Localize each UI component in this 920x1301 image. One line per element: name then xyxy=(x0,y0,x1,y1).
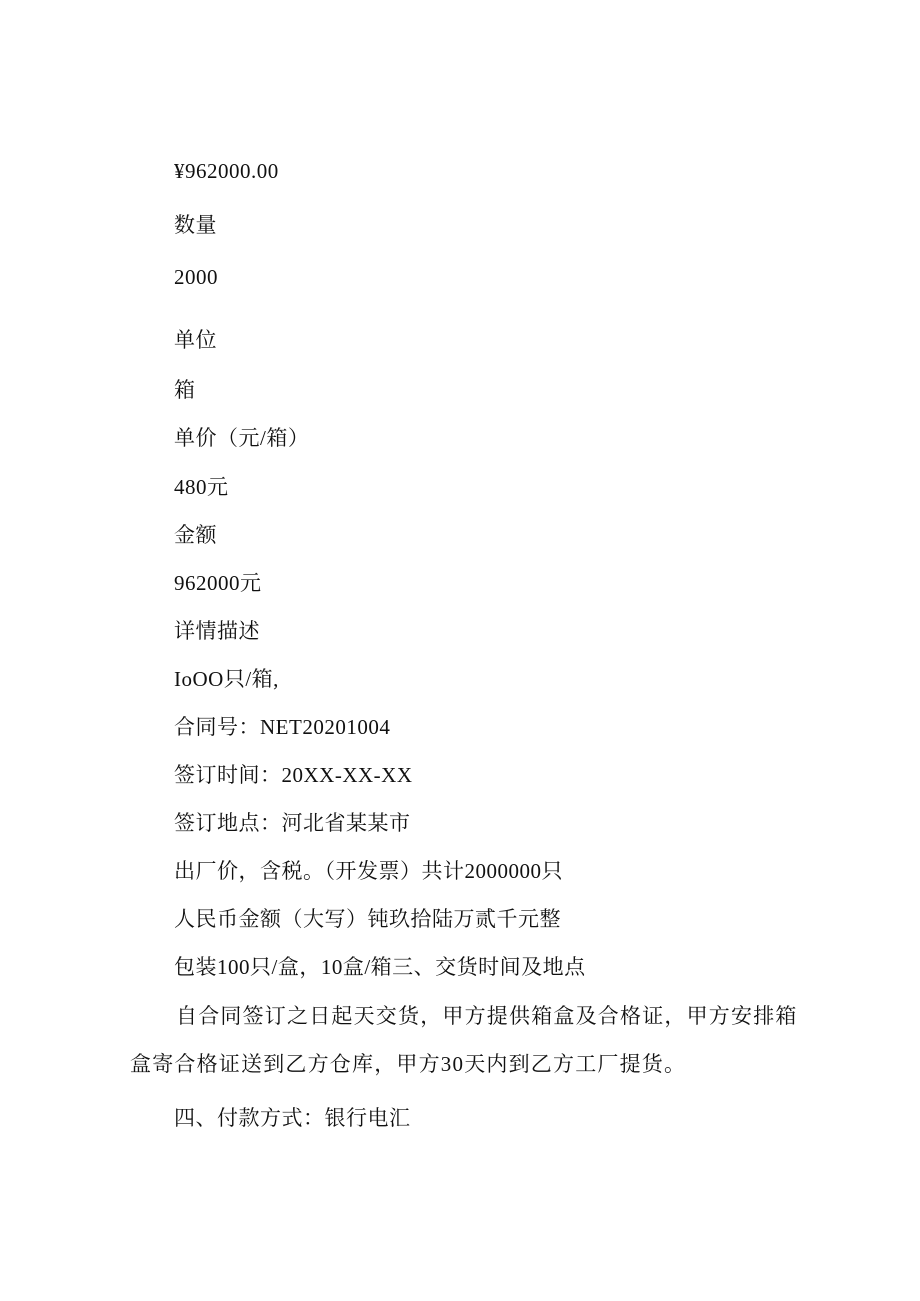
delivery-paragraph-text: 自合同签订之日起天交货，甲方提供箱盒及合格证，甲方安排箱盒寄合格证送到乙方仓库，甲方30天内到乙方工厂提货。 xyxy=(130,1004,798,1076)
unit-price-value: 480元 xyxy=(174,475,229,499)
payment-method: 四、付款方式：银行电汇 xyxy=(174,1106,411,1130)
price-terms: 出厂价，含税。（开发票）共计2000000只 xyxy=(174,859,563,883)
unit-value: 箱 xyxy=(174,378,196,402)
signing-place: 签订地点：河北省某某市 xyxy=(174,811,411,835)
packaging-and-delivery-heading: 包装100只/盒，10盒/箱三、交货时间及地点 xyxy=(174,955,586,979)
signing-date: 签订时间：20XX-XX-XX xyxy=(174,763,413,787)
amount-label: 金额 xyxy=(174,523,217,547)
contract-number: 合同号：NET20201004 xyxy=(174,715,391,739)
total-amount: ¥962000.00 xyxy=(174,159,279,183)
details-label: 详情描述 xyxy=(174,619,260,643)
delivery-paragraph xyxy=(130,992,800,1088)
details-value: IoOO只/箱, xyxy=(174,667,279,691)
unit-label: 单位 xyxy=(174,328,217,352)
amount-value: 962000元 xyxy=(174,571,262,595)
amount-in-words: 人民币金额（大写）钝玖拾陆万贰千元整 xyxy=(174,907,561,931)
unit-price-label: 单价（元/箱） xyxy=(174,426,310,450)
quantity-label: 数量 xyxy=(174,213,217,237)
quantity-value: 2000 xyxy=(174,265,218,289)
